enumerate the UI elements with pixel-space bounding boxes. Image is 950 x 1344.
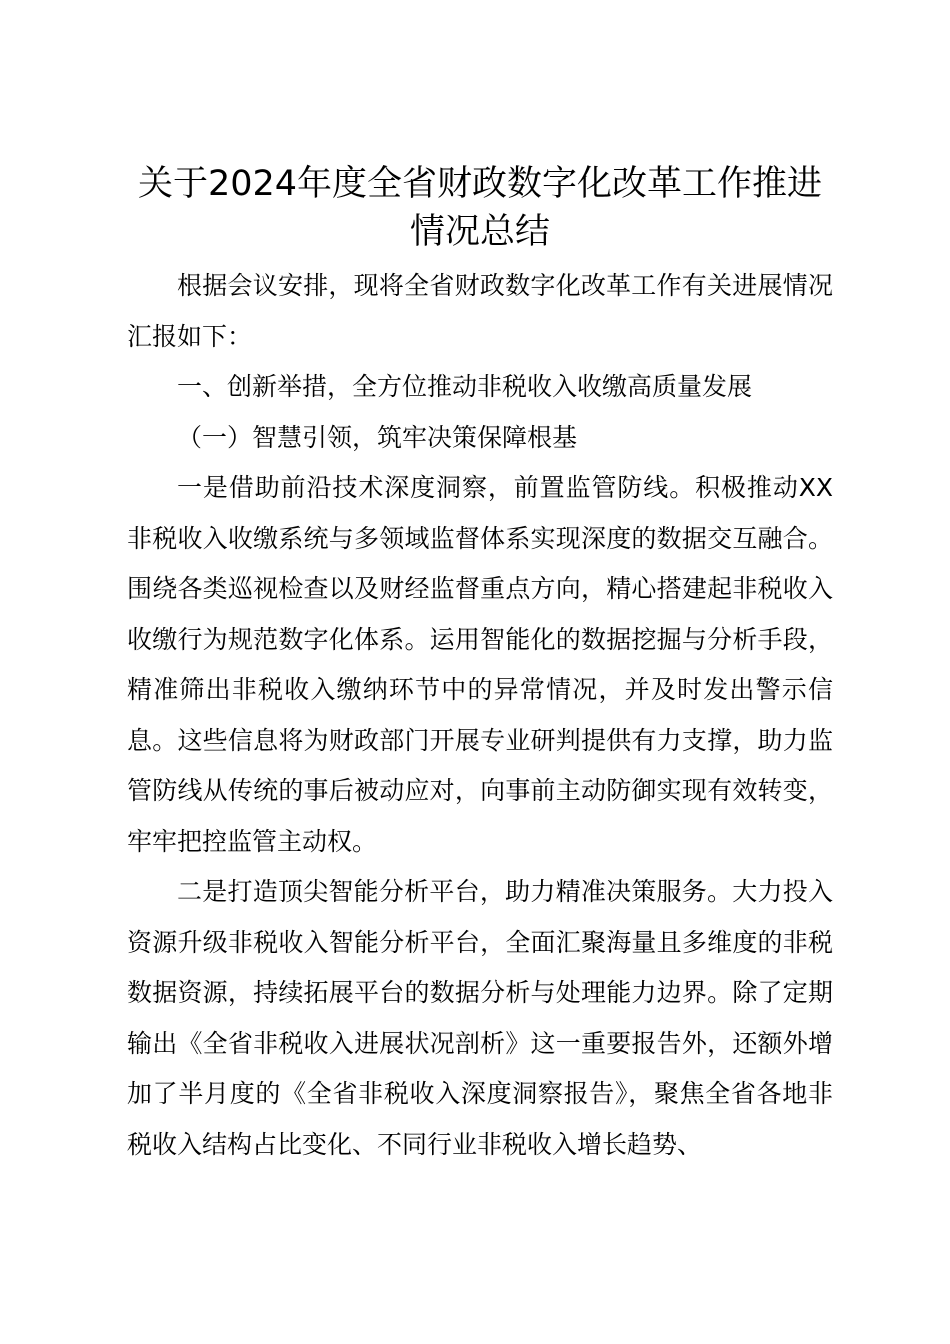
document-title: 关于2024年度全省财政数字化改革工作推进情况总结 — [137, 164, 823, 252]
body-paragraph: 一是借助前沿技术深度洞察，前置监管防线。积极推动XX非税收入收缴系统与多领域监督体系实现深度的数据交互融合。围绕各类巡视检查以及财经监督重点方向，精心搭建起非税收入收缴行为规范数字化体系。运用智能化的数据挖掘与分析手段，精准筛出非税收入缴纳环节中的异常情况，并及时发出警示信息。这些信息将为财政部门开展专业研判提供有力支撑，助力监管防线从传统的事后被动应对，向事前主动防御实现有效转变，牢牢把控监管主动权。 — [127, 473, 833, 856]
document-body — [127, 160, 833, 1170]
section-heading: 一、创新举措，全方位推动非税收入收缴高质量发展 — [177, 372, 753, 401]
subsection-heading: （一）智慧引领，筑牢决策保障根基 — [177, 422, 578, 452]
intro-paragraph: 根据会议安排，现将全省财政数字化改革工作有关进展情况汇报如下： — [127, 271, 833, 351]
body-paragraph: 二是打造顶尖智能分析平台，助力精准决策服务。大力投入资源升级非税收入智能分析平台，全面汇聚海量且多维度的非税数据资源，持续拓展平台的数据分析与处理能力边界。除了定期输出《全省非税收入进展状况剖析》这一重要报告外，还额外增加了半月度的《全省非税收入深度洞察报告》，聚焦全省各地非税收入结构占比变化、不同行业非税收入增长趋势、 — [127, 877, 833, 1159]
